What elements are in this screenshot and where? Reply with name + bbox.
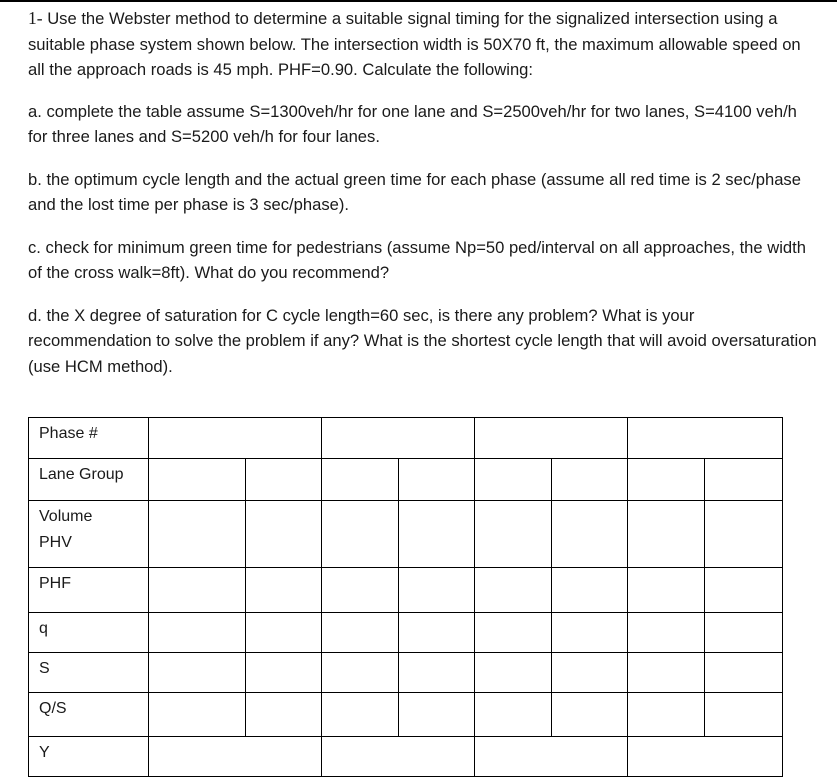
problem-statement [28,6,818,396]
top-rule [0,0,837,2]
table-row-y [29,737,783,777]
question-number: 1- [28,8,43,28]
table-cell [705,693,783,737]
table-cell [705,501,783,568]
table-cell [628,568,705,613]
table-cell [149,501,246,568]
question-stem-text: Use the Webster method to determine a suitable signal timing for the signalized intersection using a suitable phase system shown below. The intersection width is 50X70 ft, the maximum allowable speed on all the approach roads is 45 mph. PHF=0.90. Calculate the following: [28,9,801,79]
table-cell [552,459,628,501]
table-cell [705,653,783,693]
table-cell [475,653,552,693]
table-cell [149,459,246,501]
part-c: c. check for minimum green time for pedestrians (assume Np=50 ped/interval on all approaches, the width of the cross walk=8ft). What do you recommend? [28,237,806,282]
table-cell [552,653,628,693]
table-cell [322,501,399,568]
table-cell [475,568,552,613]
table-cell [149,418,322,459]
table-cell [475,459,552,501]
row-label-q: q [29,613,149,653]
table-row-q-over-s [29,693,783,737]
table-cell [246,693,322,737]
table-cell [475,693,552,737]
table-cell [246,613,322,653]
table-cell [246,459,322,501]
table-cell [399,693,475,737]
table-cell [399,459,475,501]
table-cell [705,459,783,501]
table-cell [149,653,246,693]
row-label-phase: Phase # [29,418,149,459]
table-row-phf [29,568,783,613]
table-cell [475,613,552,653]
table-cell [628,693,705,737]
table-cell [322,459,399,501]
table-row-lane-group [29,459,783,501]
table-cell [322,653,399,693]
table-cell [322,693,399,737]
row-label-q-over-s: Q/S [29,693,149,737]
table-cell [475,501,552,568]
part-a: a. complete the table assume S=1300veh/hr for one lane and S=2500veh/hr for two lanes, S=4100 veh/h for three lanes and S=5200 veh/h for four lanes. [28,101,797,146]
row-label-phf: PHF [29,568,149,613]
table-cell [628,418,783,459]
table-cell [246,653,322,693]
table-cell [552,568,628,613]
table-cell [149,737,322,777]
table-cell [322,613,399,653]
table-cell [552,613,628,653]
table-cell [149,613,246,653]
table-cell [399,613,475,653]
row-label-s: S [29,653,149,693]
table-cell [475,418,628,459]
row-label-y: Y [29,737,149,777]
table-cell [322,418,475,459]
table-cell [552,693,628,737]
row-label-volume [29,501,149,568]
table-cell [705,568,783,613]
table-cell [322,737,475,777]
row-label-lane-group: Lane Group [29,459,149,501]
question-stem [28,6,818,83]
signal-timing-table [28,417,783,777]
table-cell [705,613,783,653]
table-cell [628,737,783,777]
table-row-q [29,613,783,653]
part-b: b. the optimum cycle length and the actual green time for each phase (assume all red time is 2 sec/phase and the lost time per phase is 3 sec/phase). [28,169,801,214]
table-cell [149,693,246,737]
table-cell [552,501,628,568]
table-row-s [29,653,783,693]
table-cell [628,459,705,501]
table-cell [628,613,705,653]
table-cell [628,653,705,693]
table-cell [149,568,246,613]
table-row-volume [29,501,783,568]
table-cell [399,653,475,693]
part-d: d. the X degree of saturation for C cycle length=60 sec, is there any problem? What is your recommendation to solve the problem if any? What is the shortest cycle length that will avoid oversaturation (use HCM method). [28,305,817,376]
row-label-volume-line2: PHV [39,534,72,551]
table-cell [246,501,322,568]
table-cell [399,568,475,613]
row-label-volume-line1: Volume [39,508,93,525]
table-cell [246,568,322,613]
table-cell [399,501,475,568]
table-row-phase [29,418,783,459]
table-cell [475,737,628,777]
table-cell [322,568,399,613]
table-cell [628,501,705,568]
